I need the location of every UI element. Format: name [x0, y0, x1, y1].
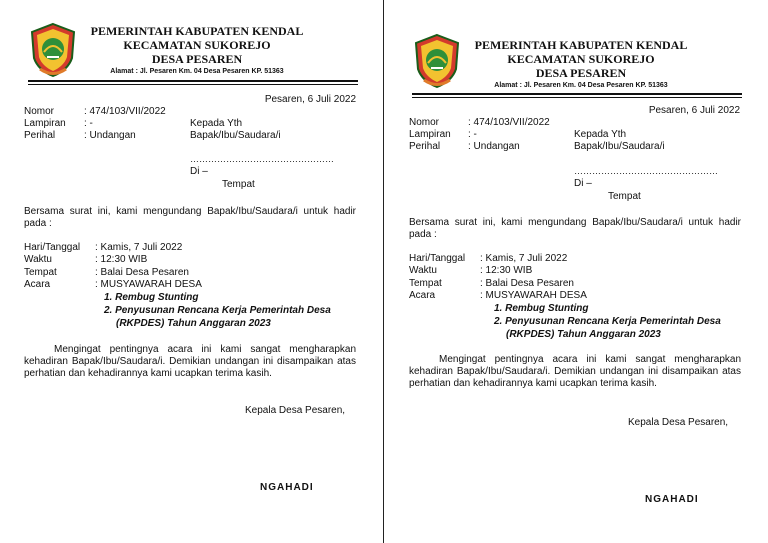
header-line-3: DESA PESAREN — [151, 52, 243, 66]
signature-name: NGAHADI — [260, 482, 314, 493]
perihal-label: Perihal — [24, 130, 56, 141]
recipient-di: Di – — [190, 166, 208, 177]
recipient-dots: ………………………………………… — [574, 166, 718, 176]
perihal-value: : Undangan — [84, 130, 136, 141]
acara-label: Acara — [24, 279, 51, 290]
waktu-value: : 12:30 WIB — [480, 265, 533, 276]
agenda-item-1: 1. Rembug Stunting — [104, 292, 199, 303]
nomor-label: Nomor — [24, 106, 55, 117]
lampiran-label: Lampiran — [409, 129, 451, 140]
header-line-2: KECAMATAN SUKOREJO — [123, 38, 271, 52]
agenda-item-2: 2. Penyusunan Rencana Kerja Pemerintah Desa — [494, 316, 721, 327]
closing-paragraph: Mengingat pentingnya acara ini kami sangat mengharapkan kehadiran Bapak/Ibu/Saudara/i. Demikian undangan ini disampaikan atas perhatian dan kehadirannya kami ucapkan terima kasih. — [24, 344, 356, 379]
lampiran-value: : - — [84, 118, 93, 129]
lampiran-label: Lampiran — [24, 118, 66, 129]
header-line-3: DESA PESAREN — [535, 66, 627, 80]
intro-paragraph: Bersama surat ini, kami mengundang Bapak/Ibu/Saudara/i untuk hadir pada : — [409, 217, 741, 240]
header-line-1: PEMERINTAH KABUPATEN KENDAL — [90, 24, 304, 38]
header-rule-thin — [28, 84, 358, 85]
header-rule-thin — [412, 97, 742, 98]
kendal-regency-emblem-icon — [28, 22, 78, 78]
signature-title: Kepala Desa Pesaren, — [245, 405, 346, 416]
place-date: Pesaren, 6 Juli 2022 — [648, 105, 740, 116]
signature-name: NGAHADI — [645, 494, 699, 505]
waktu-label: Waktu — [24, 254, 52, 265]
agenda-item-2: 2. Penyusunan Rencana Kerja Pemerintah Desa — [104, 305, 331, 316]
place-date: Pesaren, 6 Juli 2022 — [264, 94, 356, 105]
signature-title: Kepala Desa Pesaren, — [628, 417, 729, 428]
perihal-value: : Undangan — [468, 141, 520, 152]
nomor-label: Nomor — [409, 117, 440, 128]
kendal-regency-emblem-icon — [412, 33, 462, 89]
header-address: Alamat : Jl. Pesaren Km. 04 Desa Pesaren KP. 51363 — [110, 68, 284, 75]
waktu-label: Waktu — [409, 265, 437, 276]
intro-paragraph: Bersama surat ini, kami mengundang Bapak/Ibu/Saudara/i untuk hadir pada : — [24, 206, 356, 229]
tempat-label: Tempat — [409, 278, 442, 289]
header-rule — [28, 80, 358, 82]
header-line-1: PEMERINTAH KABUPATEN KENDAL — [474, 38, 688, 52]
acara-value: : MUSYAWARAH DESA — [480, 290, 587, 301]
tempat-value: : Balai Desa Pesaren — [480, 278, 574, 289]
acara-value: : MUSYAWARAH DESA — [95, 279, 202, 290]
recipient-tempat: Tempat — [222, 179, 255, 190]
tempat-label: Tempat — [24, 267, 57, 278]
hari-label: Hari/Tanggal — [24, 242, 81, 253]
waktu-value: : 12:30 WIB — [95, 254, 148, 265]
invitation-letter-right — [384, 0, 768, 543]
hari-value: : Kamis, 7 Juli 2022 — [95, 242, 183, 253]
recipient-name: Bapak/Ibu/Saudara/i — [190, 130, 281, 141]
recipient-dots: ………………………………………… — [190, 154, 334, 164]
recipient-name: Bapak/Ibu/Saudara/i — [574, 141, 665, 152]
acara-label: Acara — [409, 290, 436, 301]
header-address: Alamat : Jl. Pesaren Km. 04 Desa Pesaren KP. 51363 — [494, 82, 668, 89]
recipient-tempat: Tempat — [608, 191, 641, 202]
recipient-di: Di – — [574, 178, 592, 189]
agenda-item-2-cont: (RKPDES) Tahun Anggaran 2023 — [506, 329, 661, 340]
hari-label: Hari/Tanggal — [409, 253, 466, 264]
agenda-item-2-cont: (RKPDES) Tahun Anggaran 2023 — [116, 318, 271, 329]
recipient-to: Kepada Yth — [574, 129, 627, 140]
closing-paragraph: Mengingat pentingnya acara ini kami sangat mengharapkan kehadiran Bapak/Ibu/Saudara/i. Demikian undangan ini disampaikan atas perhatian dan kehadirannya kami ucapkan terima kasih. — [409, 354, 741, 389]
lampiran-value: : - — [468, 129, 477, 140]
hari-value: : Kamis, 7 Juli 2022 — [480, 253, 568, 264]
tempat-value: : Balai Desa Pesaren — [95, 267, 189, 278]
perihal-label: Perihal — [409, 141, 441, 152]
recipient-to: Kepada Yth — [190, 118, 243, 129]
nomor-value: : 474/103/VII/2022 — [468, 117, 550, 128]
agenda-item-1: 1. Rembug Stunting — [494, 303, 589, 314]
header-rule — [412, 93, 742, 95]
header-line-2: KECAMATAN SUKOREJO — [507, 52, 655, 66]
nomor-value: : 474/103/VII/2022 — [84, 106, 166, 117]
